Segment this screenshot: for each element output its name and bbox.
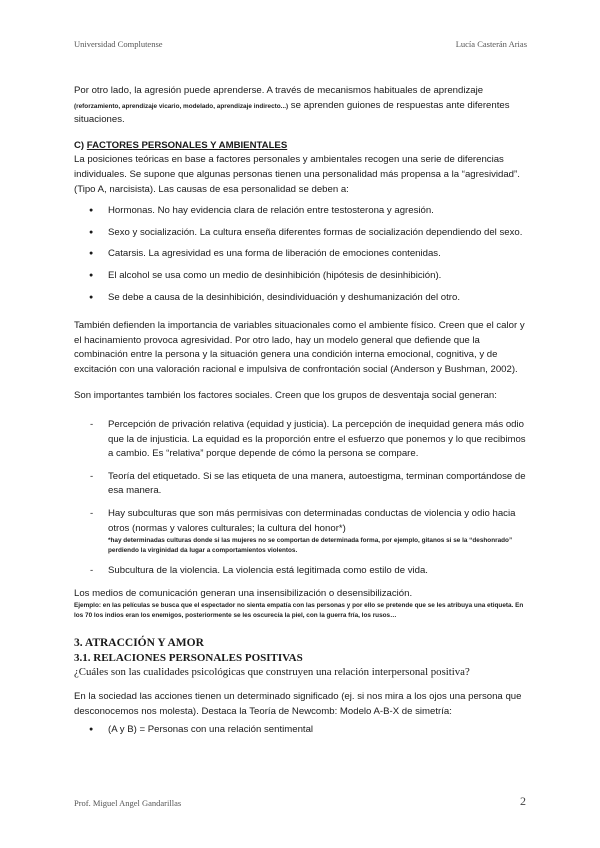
- footer-author: Prof. Miguel Angel Gandarillas: [74, 798, 182, 808]
- footnote-honor: *hay determinadas culturas donde si las mujeres no se comportan de determinada forma, por ejemplo, gitanos si se la “deshonrado” perdiendo la virginidad da lugar a comportamientos violentos.: [108, 537, 513, 555]
- list-item: ● (A y B) = Personas con una relación sentimental: [74, 723, 526, 738]
- newcomb-paragraph: En la sociedad las acciones tienen un determinado significado (ej. si nos mira a los ojos una persona que desconocemos nos molesta). Destaca la Teoría de Newcomb: Modelo A-B-X de simetría:: [74, 691, 522, 718]
- dash-item-text: Teoría del etiquetado. Si se las etiqueta de una manera, autoestigma, terminan comportándose de esa manera.: [108, 470, 526, 497]
- list-item: ● Se debe a causa de la desinhibición, desindividuación y deshumanización del otro.: [74, 291, 526, 306]
- list-item: ● Sexo y socialización. La cultura enseña diferentes formas de socialización dependiendo del sexo.: [74, 226, 526, 241]
- example-note: Ejemplo: en las películas se busca que el espectador no sienta empatía con las personas y por ello se pretende que se les atribuya una etiqueta. En los 70 los indios eran los enemigos, posteriormente se les oscurecía la piel, con la guerra fría, los rusos…: [74, 602, 524, 620]
- section-3-title: 3. ATRACCIÓN Y AMOR: [74, 637, 204, 650]
- list-item: [74, 507, 526, 556]
- section-3-question: ¿Cuáles son las cualidades psicológicas que construyen una relación interpersonal positiva?: [74, 666, 470, 679]
- dash-item-text: Percepción de privación relativa (equidad y justicia). La percepción de inequidad genera más odio que la de injusticia. La equidad es la proporción entre el esfuerzo que ponemos y lo que recibimos a cambio. Es “relativa” porque depende de cómo la persona se compare.: [108, 419, 526, 460]
- section-c-paragraph: La posiciones teóricas en base a factores personales y ambientales recogen una serie de diferencias individuales. Se supone que algunas personas tienen una personalidad más propensa a la “agresividad”. (Tipo A, narcisista). Las causas de esa personalidad se deben a:: [74, 154, 520, 195]
- list-item: ● Catarsis. La agresividad es una forma de liberación de emociones contenidas.: [74, 247, 526, 262]
- header-right: Lucía Casterán Arias: [455, 39, 527, 49]
- intro-paragraph: [74, 84, 526, 128]
- newcomb-list: [74, 723, 526, 738]
- list-item: [74, 470, 526, 499]
- social-paragraph: Son importantes también los factores sociales. Creen que los grupos de desventaja social generan:: [74, 389, 497, 401]
- dash-item-text: Hay subculturas que son más permisivas con determinadas conductas de violencia y odio hacia otros (normas y valores culturales; la cultura del honor*): [108, 508, 516, 534]
- section-c-prefix: C): [74, 139, 87, 151]
- situational-paragraph: También defienden la importancia de variables situacionales como el ambiente físico. Creen que el calor y el hacinamiento provoca agresividad. Por otro lado, hay un modelo general que defiende que la combinación entre la persona y la situación genera una condición interna emocional, cognitiva, y de excitación con una valoración racional e impulsiva de confrontación social (Anderson y Bushman, 2002).: [74, 320, 525, 375]
- section-3-1-title: 3.1. RELACIONES PERSONALES POSITIVAS: [74, 652, 303, 665]
- media-paragraph: Los medios de comunicación generan una insensibilización o desensibilización.: [74, 587, 413, 599]
- intro-line: Por otro lado, la agresión puede aprenderse. A través de mecanismos habituales de aprendizaje: [74, 85, 484, 96]
- intro-small-note: (reforzamiento, aprendizaje vicario, modelado, aprendizaje indirecto...): [74, 102, 289, 110]
- social-factors-list: [74, 418, 526, 579]
- intro-rest: se aprenden guiones de respuestas ante diferentes situaciones.: [74, 99, 510, 126]
- section-c-heading: [74, 139, 526, 154]
- header-left: Universidad Complutense: [74, 39, 163, 49]
- page-number: 2: [520, 794, 526, 808]
- dash-item-text: Subcultura de la violencia. La violencia está legitimada como estilo de vida.: [108, 565, 428, 577]
- list-item: ● El alcohol se usa como un medio de desinhibición (hipótesis de desinhibición).: [74, 269, 526, 284]
- list-item: [74, 418, 526, 462]
- page-content: [74, 84, 526, 743]
- list-item: [74, 564, 526, 579]
- section-c-title: FACTORES PERSONALES Y AMBIENTALES: [86, 139, 288, 151]
- causes-list: [74, 204, 526, 305]
- list-item: ● Hormonas. No hay evidencia clara de relación entre testosterona y agresión.: [74, 204, 526, 219]
